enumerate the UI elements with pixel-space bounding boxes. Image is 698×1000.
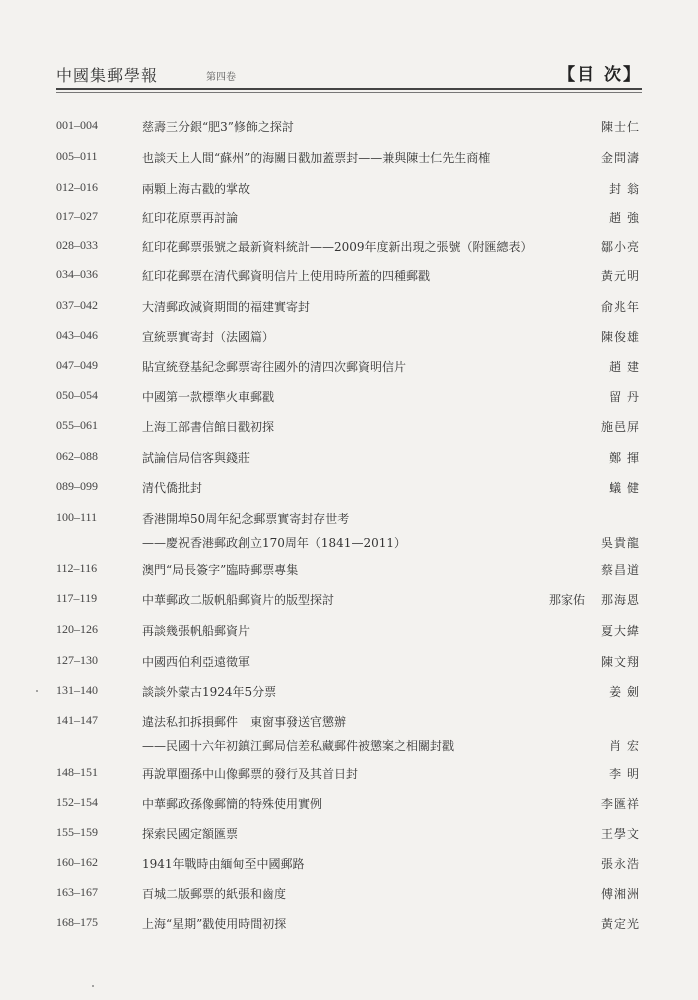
article-title: 貼宣統登基紀念郵票寄往國外的清四次郵資明信片	[142, 360, 407, 374]
article-title: 清代僑批封	[142, 481, 203, 495]
page-header	[56, 60, 642, 88]
page-range: 117–119	[56, 591, 98, 605]
article-title: 中國西伯利亞遠徵軍	[142, 655, 251, 669]
article-title: 上海“星期”戳使用時間初探	[142, 917, 287, 931]
author: 李匯祥	[600, 797, 640, 811]
author: 鄒小亮	[600, 240, 640, 254]
scan-speck	[36, 690, 38, 692]
article-title: 違法私扣拆損郵件 東窗事發送官懲辦	[142, 715, 347, 729]
author: 趙 建	[609, 360, 640, 374]
article-title: 澳門“局長簽字”臨時郵票專集	[142, 563, 299, 577]
author: 施邑屏	[600, 420, 640, 434]
page-range: 050–054	[56, 388, 98, 402]
scan-speck	[92, 985, 94, 987]
page-range: 141–147	[56, 713, 98, 727]
author: 李 明	[609, 767, 640, 781]
page-range: 112–116	[56, 561, 98, 575]
page-range: 047–049	[56, 358, 98, 372]
coauthor: 那家佑	[548, 593, 585, 607]
article-title: 再說單圈孫中山像郵票的發行及其首日封	[142, 767, 359, 781]
page-range: 120–126	[56, 622, 98, 636]
article-title: 中華郵政二版帆船郵資片的版型探討	[142, 593, 335, 607]
author: 陳士仁	[600, 120, 640, 134]
author: 姜 劍	[609, 685, 640, 699]
page-range: 001–004	[56, 118, 98, 132]
section-title: 【目 次】	[558, 65, 642, 85]
article-subtitle: ——慶祝香港郵政創立170周年（1841—2011）	[142, 536, 406, 550]
header-rule-thin	[56, 92, 642, 93]
page-range: 155–159	[56, 825, 98, 839]
author: 那海恩	[600, 593, 640, 607]
article-subtitle: ——民國十六年初鎮江郵局信差私藏郵件被懲案之相關封戳	[142, 739, 455, 753]
page-range: 055–061	[56, 418, 98, 432]
author: 俞兆年	[600, 300, 640, 314]
author: 金問濤	[600, 151, 640, 165]
article-title: 試論信局信客與錢莊	[142, 451, 251, 465]
page-range: 089–099	[56, 479, 98, 493]
page-range: 062–088	[56, 449, 98, 463]
article-title: 紅印花郵票在清代郵資明信片上使用時所蓋的四種郵戳	[142, 269, 431, 283]
article-title: 中國第一款標準火車郵戳	[142, 390, 275, 404]
article-title: 再談幾張帆船郵資片	[142, 624, 251, 638]
page-range: 100–111	[56, 510, 98, 524]
author: 王學文	[600, 827, 640, 841]
page-range: 037–042	[56, 298, 98, 312]
journal-title: 中國集郵學報	[56, 66, 159, 85]
page-range: 012–016	[56, 180, 98, 194]
page-range: 160–162	[56, 855, 98, 869]
article-title: 中華郵政孫像郵簡的特殊使用實例	[142, 797, 323, 811]
author: 張永浩	[600, 857, 640, 871]
author: 傅湘洲	[600, 887, 640, 901]
article-title: 談談外蒙古1924年5分票	[142, 685, 277, 699]
header-rule	[56, 88, 642, 90]
article-title: 兩顆上海古戳的掌故	[142, 182, 251, 196]
article-title: 上海工部書信館日戳初探	[142, 420, 275, 434]
page-range: 148–151	[56, 765, 98, 779]
page-range: 005–011	[56, 149, 98, 163]
article-title: 宣統票實寄封（法國篇）	[142, 330, 275, 344]
author: 留 丹	[609, 390, 640, 404]
author: 吳貴龍	[600, 536, 640, 550]
article-title: 1941年戰時由緬甸至中國郵路	[142, 857, 305, 871]
article-title: 紅印花郵票張號之最新資料統計——2009年度新出現之張號（附匯總表）	[142, 240, 533, 254]
page-range: 163–167	[56, 885, 98, 899]
page-range: 017–027	[56, 209, 98, 223]
author: 蔡昌道	[600, 563, 640, 577]
page-range: 131–140	[56, 683, 98, 697]
author: 蟻 健	[609, 481, 640, 495]
author: 趙 強	[609, 211, 640, 225]
article-title: 紅印花原票再討論	[142, 211, 239, 225]
author: 黃定光	[600, 917, 640, 931]
article-title: 香港開埠50周年紀念郵票實寄封存世考	[142, 512, 350, 526]
article-title: 大清郵政減資期間的福建實寄封	[142, 300, 311, 314]
author: 封 翁	[609, 182, 640, 196]
volume-label: 第四卷	[206, 72, 236, 83]
article-title: 也談天上人間“蘇州”的海關日戳加蓋票封——兼與陳士仁先生商榷	[142, 151, 491, 165]
page-range: 034–036	[56, 267, 98, 281]
author: 夏大緯	[600, 624, 640, 638]
author: 陳文翔	[600, 655, 640, 669]
page-range: 168–175	[56, 915, 98, 929]
article-title: 探索民國定額匯票	[142, 827, 239, 841]
author: 鄭 揮	[609, 451, 640, 465]
author: 陳俊雄	[600, 330, 640, 344]
article-title: 慈壽三分銀“肥3”修飾之探討	[142, 120, 294, 134]
page-range: 028–033	[56, 238, 98, 252]
article-title: 百城二版郵票的紙張和齒度	[142, 887, 287, 901]
author: 肖 宏	[609, 739, 640, 753]
page-range: 127–130	[56, 653, 98, 667]
author: 黃元明	[600, 269, 640, 283]
page-range: 043–046	[56, 328, 98, 342]
page-range: 152–154	[56, 795, 98, 809]
